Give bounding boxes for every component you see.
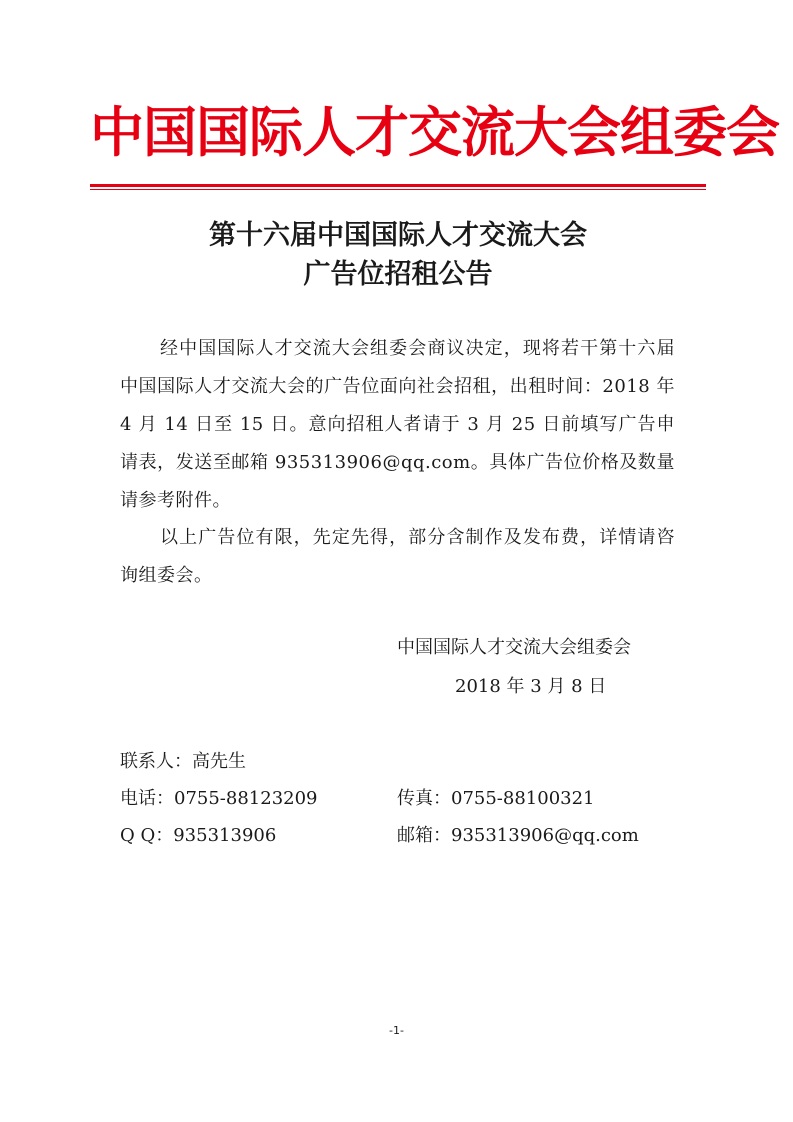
notice-title-line-2: 广告位招租公告 bbox=[303, 259, 493, 290]
body-paragraph-2: 以上广告位有限，先定先得，部分含制作及发布费，详情请咨询组委会。 bbox=[120, 527, 675, 586]
notice-title-line-1: 第十六届中国国际人才交流大会 bbox=[209, 220, 587, 251]
contact-fax: 传真：0755-88100321 bbox=[397, 788, 595, 809]
body-paragraph-1: 经中国国际人才交流大会组委会商议决定，现将若干第十六届中国国际人才交流大会的广告位面向社会招租，出租时间：2018 年 4 月 14 日至 15 日。意向招租人者请于 3 月 25 日前填写广告申请表，发送至邮箱 935313906@qq.com。具体广告位价格及数量请参考附件。 bbox=[120, 338, 675, 511]
contact-phone: 电话：0755-88123209 bbox=[120, 788, 318, 809]
signature-organization: 中国国际人才交流大会组委会 bbox=[397, 637, 631, 658]
contact-qq: Q Q：935313906 bbox=[120, 825, 277, 846]
masthead-rule-thin bbox=[90, 189, 706, 190]
contact-email: 邮箱：935313906@qq.com bbox=[397, 825, 639, 846]
masthead-rule-thick bbox=[90, 184, 706, 187]
page-number: -1- bbox=[389, 1024, 404, 1037]
contact-person: 联系人：高先生 bbox=[120, 751, 246, 772]
signature-date: 2018 年 3 月 8 日 bbox=[455, 676, 607, 697]
masthead-org-name: 中国国际人才交流大会组委会 bbox=[90, 101, 779, 164]
